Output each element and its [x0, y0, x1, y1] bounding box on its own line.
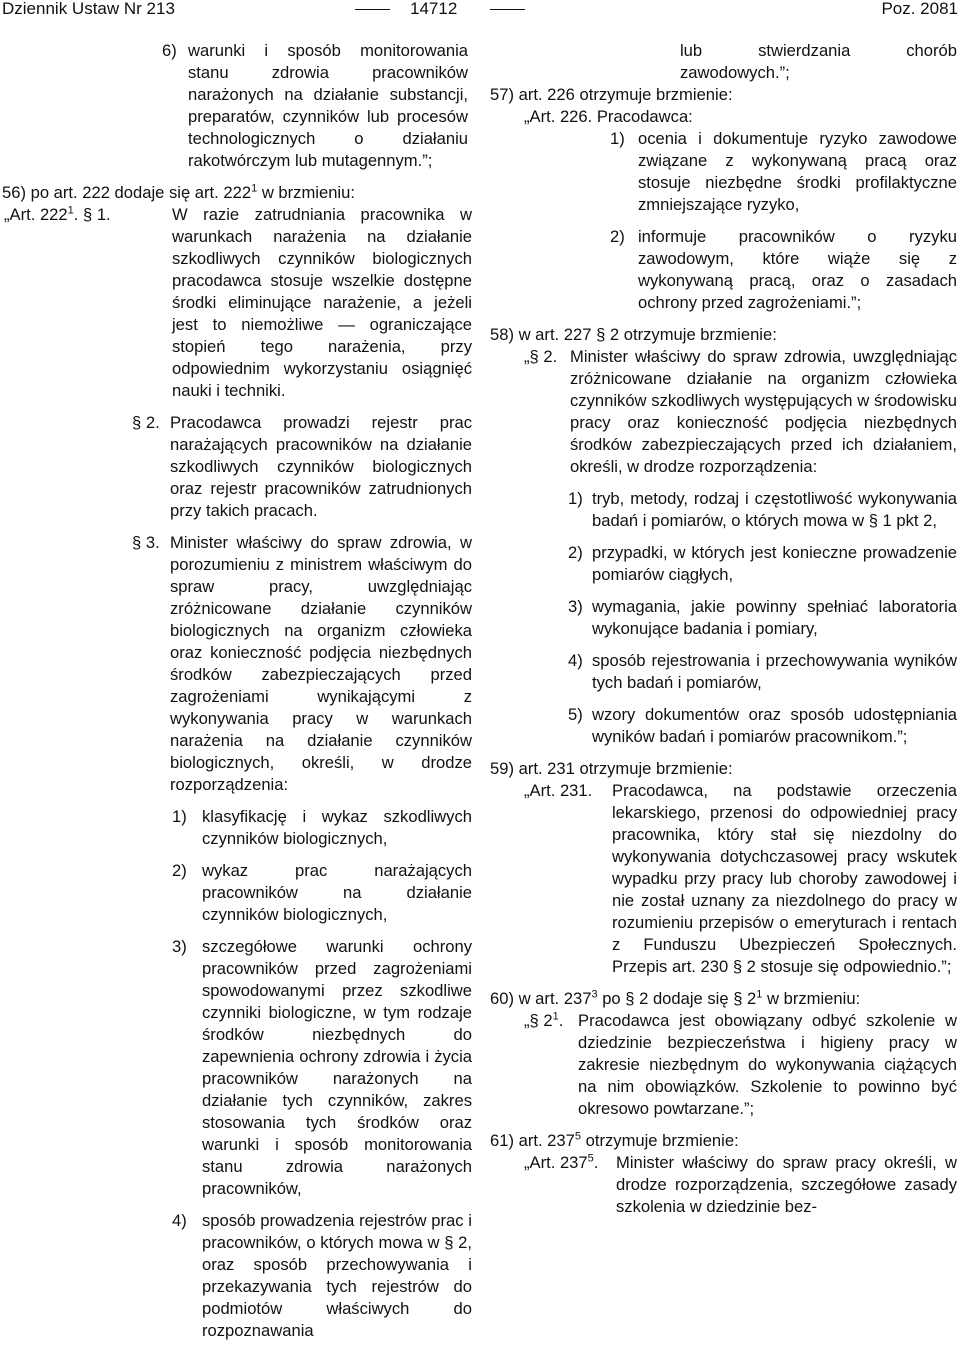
art-231 — [490, 780, 957, 978]
amendment-56-sup: 1 — [251, 182, 258, 195]
art-222-1-par-1 — [2, 204, 472, 402]
art-231-text: Pracodawca, na podstawie orzeczenia lekarskiego, przenosi do odpowiedniej pracy pracownika, który stał się niezdolny do wykonywania dotychczasowej pracy wskutek wypadku przy pracy lub choroby zawodowej i nie został uznany za niezdolnego do pracy w rozumieniu przepisów o emeryturach i rentach z Funduszu Ubezpieczeń Społecznych. Przepis art. 230 § 2 stosuje się odpowiednio.”; — [612, 781, 957, 976]
art-222-1-par-1-text: W razie zatrudniania pracownika w warunkach narażenia na działanie szkodliwych czynników biologicznych pracodawca stosuje wszelkie dostępne środki eliminujące narażenie, a jeżeli jest to niemożliwe — ograniczające stopień tego narażenia, przy odpowiednim wykorzystaniu osiągnięć nauki i techniki. — [172, 205, 472, 400]
art-227-point-5 — [490, 704, 957, 748]
art-222-1-par-3 — [2, 532, 472, 796]
amendment-60-text: 60) w art. 237 — [490, 989, 592, 1008]
point-3-label: 3) — [172, 937, 187, 956]
page-number: 14712 — [410, 0, 458, 18]
par-3-point-4 — [2, 1210, 472, 1342]
amendment-60 — [490, 988, 957, 1010]
point-2-text: wykaz prac narażających pracowników na działanie czynników biologicznych, — [202, 861, 472, 924]
art-226-label: „Art. 226. Pracodawca: — [524, 107, 693, 126]
art-237-5-label: „Art. $237^5$. — [524, 1152, 599, 1172]
point-2-label: 2) — [172, 861, 187, 880]
art-227-point-5-text: wzory dokumentów oraz sposób udostępniania wyników badań i pomiarów pracownikom.”; — [592, 705, 957, 746]
art-227-point-2-text: przypadki, w których jest konieczne prowadzenie pomiarów ciągłych, — [592, 543, 957, 584]
art-227-point-3-text: wymagania, jakie powinny spełniać laboratoria wykonujące badania i pomiary, — [592, 597, 957, 638]
art-237-3-par-2-1 — [490, 1010, 957, 1120]
art-227-point-4 — [490, 650, 957, 694]
left-column — [2, 40, 472, 1342]
par-3-point-2 — [2, 860, 472, 926]
amendment-61 — [490, 1130, 957, 1152]
art-226-point-2-label: 2) — [610, 227, 625, 246]
amendment-56 — [2, 182, 472, 204]
art-227-point-3-label: 3) — [568, 597, 583, 616]
amendment-60-sup-1: 3 — [591, 988, 598, 1001]
amendment-56-text: 56) po art. 222 dodaje się art. 222 — [2, 183, 252, 202]
amendment-57: 57) art. 226 otrzymuje brzmienie: — [490, 85, 733, 104]
par-2-1-label: „§ $2^1$. — [524, 1010, 564, 1030]
art-227-point-4-text: sposób rejestrowania i przechowywania wyników tych badań i pomiarów, — [592, 651, 957, 692]
point-4-label: 4) — [172, 1211, 187, 1230]
art-227-point-1-text: tryb, metody, rodzaj i częstotliwość wykonywania badań i pomiarów, o których mowa w § 1 pkt 2, — [592, 489, 957, 530]
amendment-58: 58) w art. 227 § 2 otrzymuje brzmienie: — [490, 325, 777, 344]
item-6 — [2, 40, 472, 172]
amendment-60-sup-2: 1 — [756, 988, 763, 1001]
art-231-label: „Art. 231. — [524, 781, 593, 800]
par-3-label: § 3. — [132, 533, 160, 552]
art-222-1-par-2 — [2, 412, 472, 522]
art-237-5 — [490, 1152, 957, 1218]
par-3-point-3 — [2, 936, 472, 1200]
art-227-point-2-label: 2) — [568, 543, 583, 562]
point-1-label: 1) — [172, 807, 187, 826]
par-3-point-1 — [2, 806, 472, 850]
art-226-point-2-text: informuje pracowników o ryzyku zawodowym, które wiąże się z wykonywaną pracą, oraz o zasadach ochrony przed zagrożeniami.”; — [638, 227, 957, 312]
art-227-point-4-label: 4) — [568, 651, 583, 670]
header-dash-left — [355, 9, 390, 10]
amendment-56-tail: w brzmieniu: — [257, 183, 355, 202]
item-6-text: warunki i sposób monitorowania stanu zdrowia pracowników narażonych na działanie substancji, preparatów, czynników lub procesów technologicznych o działaniu rakotwórczym lub mutagennym.”; — [188, 41, 468, 170]
art-226-point-1 — [490, 128, 957, 216]
art-237-5-text: Minister właściwy do spraw pracy określi, w drodze rozporządzenia, szczegółowe zasady szkolenia w dziedzinie bez- — [616, 1153, 957, 1216]
art-227-point-2 — [490, 542, 957, 586]
art-226-point-1-label: 1) — [610, 129, 625, 148]
amendment-61-sup: 5 — [574, 1130, 581, 1143]
point-1-text: klasyfikację i wykaz szkodliwych czynników biologicznych, — [202, 807, 472, 848]
page-header — [0, 0, 960, 20]
par-2-text: Pracodawca prowadzi rejestr prac narażających pracowników na działanie szkodliwych czynników biologicznych oraz rejestr pracowników zatrudnionych przy takich pracach. — [170, 413, 472, 520]
par-3-text: Minister właściwy do spraw zdrowia, w porozumieniu z ministrem właściwym do spraw pracy, uwzględniając zróżnicowane działanie czynników biologicznych na organizm człowieka oraz konieczność podjęcia niezbędnych środków zabezpieczających przed zagrożeniami wynikającymi z wykonywania pracy w warunkach narażenia na działanie czynników biologicznych, określi, w drodze rozporządzenia: — [170, 533, 472, 794]
amendment-59: 59) art. 231 otrzymuje brzmienie: — [490, 759, 733, 778]
par-2-1-text: Pracodawca jest obowiązany odbyć szkolenie w dziedzinie bezpieczeństwa i higieny pracy w zakresie niezbędnym do wykonywania ciążących na nim obowiązków. Szkolenie to powinno być okresowo powtarzane.”; — [578, 1011, 957, 1118]
amendment-61-text: 61) art. 237 — [490, 1131, 575, 1150]
art-226-point-2 — [490, 226, 957, 314]
item-6-label: 6) — [162, 41, 177, 60]
journal-title: Dziennik Ustaw Nr 213 — [2, 0, 175, 18]
art-227-point-1-label: 1) — [568, 489, 583, 508]
par-2-label: § 2. — [132, 413, 160, 432]
right-column — [490, 40, 957, 1218]
art-226-point-1-text: ocenia i dokumentuje ryzyko zawodowe związane z wykonywaną pracą oraz stosuje niezbędne środki profilaktyczne zmniejszające ryzyko, — [638, 129, 957, 214]
continuation-text: lub stwierdzania chorób zawodowych.”; — [680, 41, 957, 82]
art-227-point-5-label: 5) — [568, 705, 583, 724]
position-number: Poz. 2081 — [881, 0, 958, 18]
header-dash-right — [490, 9, 525, 10]
art-227-par-2 — [490, 346, 957, 478]
point-4-text: sposób prowadzenia rejestrów prac i pracowników, o których mowa w § 2, oraz sposób przechowywania i przekazywania tych rejestrów do podmiotów właściwych do rozpoznawania — [202, 1211, 472, 1340]
art-227-par-2-label: „§ 2. — [524, 347, 558, 366]
art-227-par-2-text: Minister właściwy do spraw zdrowia, uwzględniając zróżnicowane działanie na organizm człowieka czynników szkodliwych występujących w środowisku pracy oraz konieczność podjęcia niezbędnych środków zabezpieczających przed ich działaniem, określi, w drodze rozporządzenia: — [570, 347, 957, 476]
art-227-point-1 — [490, 488, 957, 532]
point-3-text: szczegółowe warunki ochrony pracowników przed zagrożeniami spowodowanymi przez szkodliwe czynniki biologiczne, w tym rodzaje środków niezbędnych do zapewnienia ochrony zdrowia i życia pracowników narażonych na działanie tych czynników, zakres stosowania tych środków oraz warunki i sposób monitorowania stanu zdrowia narażonych pracowników, — [202, 937, 472, 1198]
amendment-60-mid: po § 2 dodaje się § 2 — [597, 989, 757, 1008]
amendment-61-tail: otrzymuje brzmienie: — [581, 1131, 739, 1150]
art-222-1-label: „Art. $222^1$. § 1. — [4, 204, 111, 224]
art-227-point-3 — [490, 596, 957, 640]
amendment-60-tail: w brzmieniu: — [762, 989, 861, 1008]
